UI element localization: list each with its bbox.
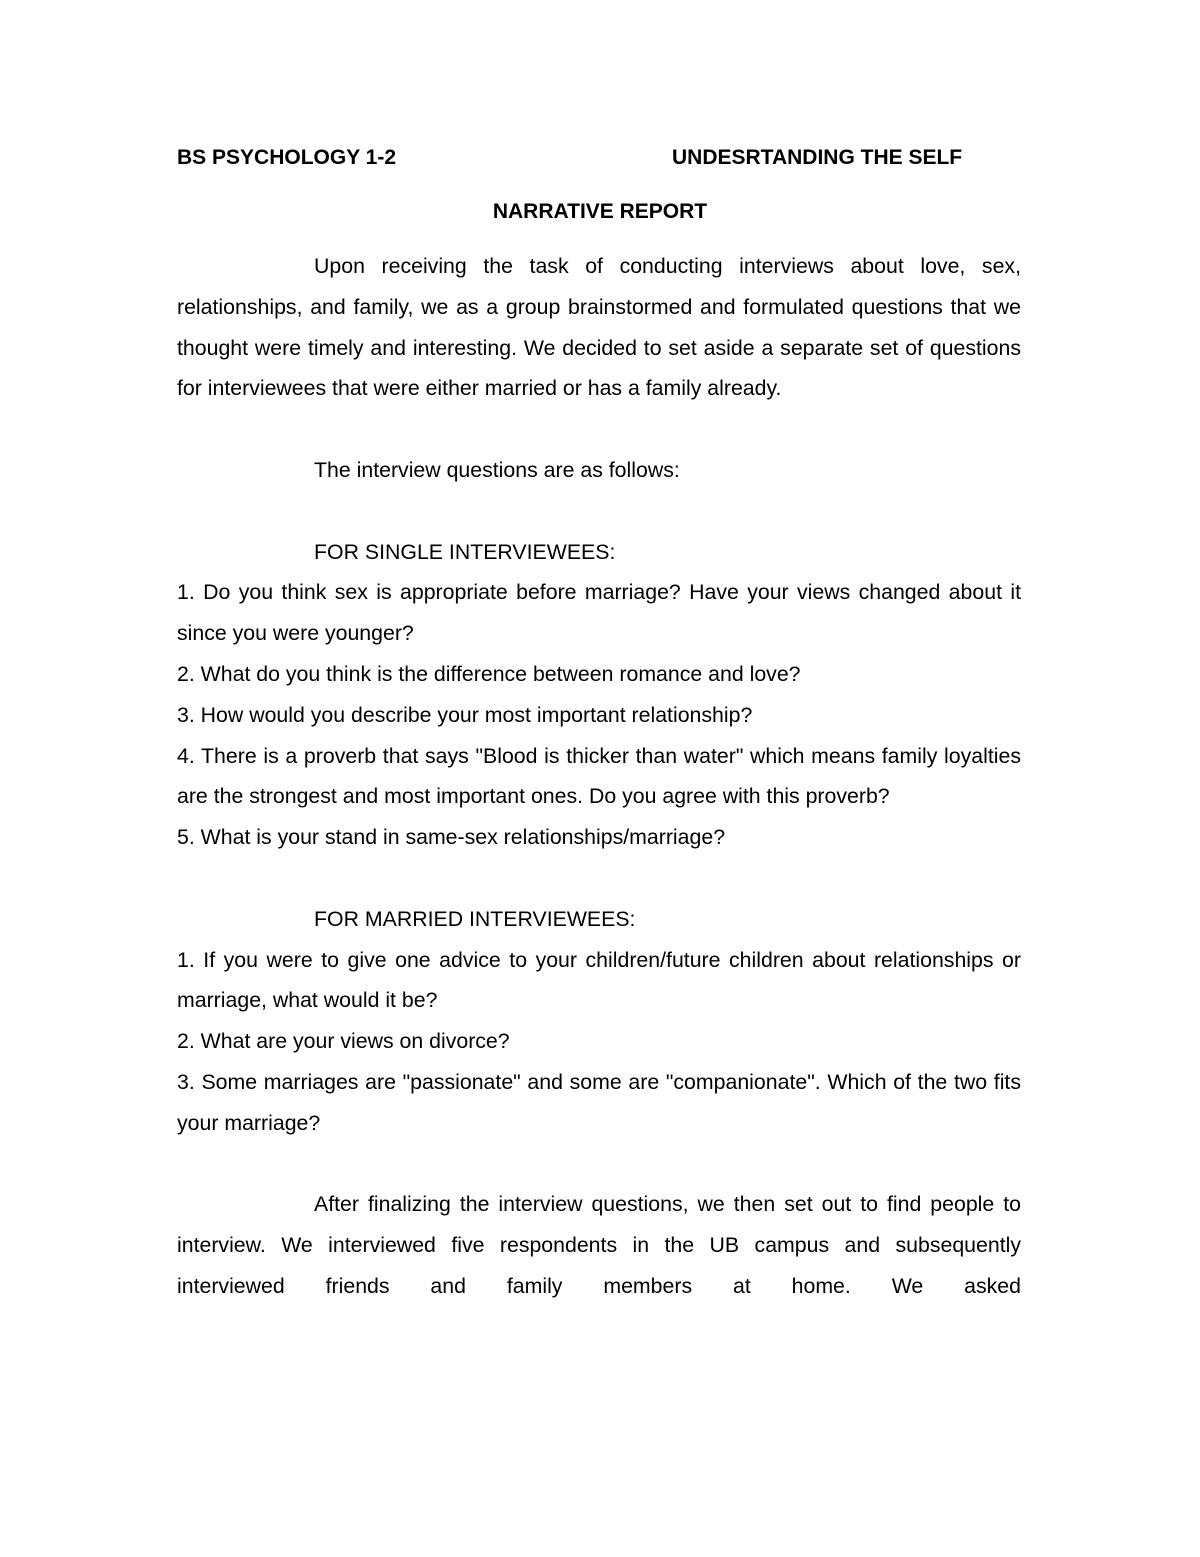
single-question: 5. What is your stand in same-sex relationships/marriage? [177, 825, 726, 850]
blank-line [177, 491, 1021, 532]
course-label: BS PSYCHOLOGY 1-2 [177, 146, 397, 169]
married-question: 1. If you were to give one advice to your children/future children about relationships or marriage, what would it be? [177, 947, 1021, 1013]
single-section-heading: FOR SINGLE INTERVIEWEES: [314, 539, 616, 564]
married-question: 3. Some marriages are "passionate" and some are "companionate". Which of the two fits your marriage? [177, 1069, 1021, 1135]
single-question: 4. There is a proverb that says "Blood is thicker than water" which means family loyalties are the strongest and most important ones. Do you agree with this proverb? [177, 743, 1021, 809]
blank-line [177, 409, 1021, 450]
closing-paragraph: After finalizing the interview questions, we then set out to find people to interview. We interviewed five respondents in the UB campus and subsequently interviewed friends and family members at home. We asked [177, 1192, 1021, 1298]
report-title: NARRATIVE REPORT [492, 200, 708, 223]
single-question: 1. Do you think sex is appropriate before marriage? Have your views changed about it since you were younger? [177, 580, 1021, 646]
subject-label: UNDESRTANDING THE SELF [672, 146, 963, 169]
questions-intro: The interview questions are as follows: [314, 457, 680, 482]
report-body [177, 246, 1021, 1307]
blank-line [177, 1144, 1021, 1185]
blank-line [177, 858, 1021, 899]
single-question: 3. How would you describe your most important relationship? [177, 702, 753, 727]
intro-paragraph: Upon receiving the task of conducting interviews about love, sex, relationships, and family, we as a group brainstormed and formulated questions that we thought were timely and interesting. We decided to set aside a separate set of questions for interviewees that were either married or has a family already. [177, 254, 1021, 401]
married-section-heading: FOR MARRIED INTERVIEWEES: [314, 906, 636, 931]
single-question: 2. What do you think is the difference between romance and love? [177, 661, 801, 686]
married-question: 2. What are your views on divorce? [177, 1029, 510, 1054]
